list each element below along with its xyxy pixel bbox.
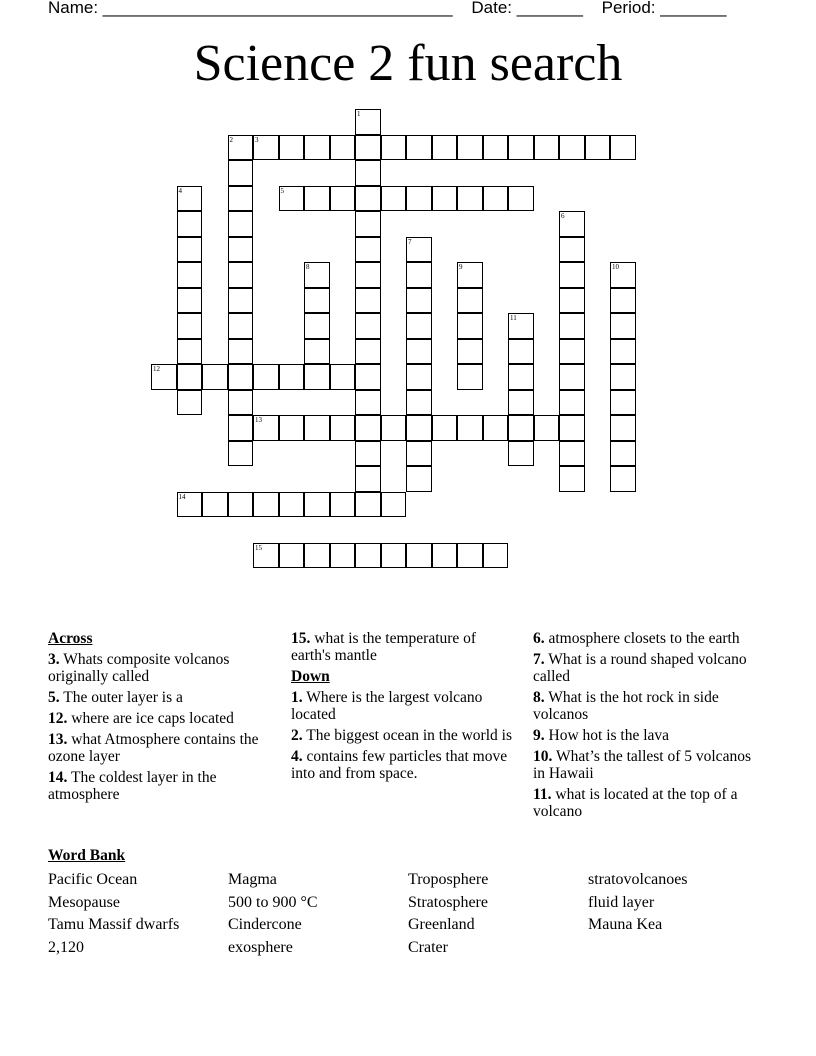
crossword-cell[interactable] bbox=[304, 364, 330, 390]
clue-number: 8 bbox=[306, 263, 310, 271]
crossword-cell[interactable] bbox=[228, 441, 254, 467]
clue-number-label: 8. bbox=[533, 689, 545, 706]
crossword-cell[interactable] bbox=[457, 364, 483, 390]
clue-item bbox=[533, 786, 759, 820]
crossword-cell[interactable] bbox=[457, 186, 483, 212]
word-bank-item: Magma bbox=[228, 871, 277, 888]
clue-number: 7 bbox=[408, 237, 412, 246]
crossword-cell[interactable] bbox=[508, 390, 534, 416]
crossword-cell[interactable] bbox=[406, 466, 432, 492]
clue-text: atmosphere closets to the earth bbox=[548, 630, 740, 647]
crossword-cell[interactable] bbox=[406, 135, 432, 161]
crossword-cell[interactable] bbox=[228, 339, 254, 365]
crossword-cell[interactable] bbox=[610, 415, 636, 441]
word-bank-item: Greenland bbox=[408, 916, 475, 934]
crossword-cell[interactable] bbox=[406, 288, 432, 314]
crossword-cell[interactable] bbox=[559, 441, 585, 467]
crossword-cell[interactable] bbox=[177, 364, 203, 390]
clue-item bbox=[533, 689, 759, 723]
crossword-cell[interactable] bbox=[228, 364, 254, 390]
name-field[interactable]: Name: _____________________________________ bbox=[48, 0, 453, 17]
crossword-cell[interactable] bbox=[508, 441, 534, 467]
word-bank-item: Stratosphere bbox=[408, 893, 488, 911]
clues-column-3 bbox=[533, 630, 759, 824]
clue-number: 5 bbox=[280, 186, 284, 195]
crossword-cell[interactable] bbox=[508, 135, 534, 161]
crossword-cell[interactable] bbox=[202, 364, 228, 390]
crossword-cell[interactable] bbox=[228, 313, 254, 339]
crossword-cell[interactable] bbox=[355, 339, 381, 365]
clue-item bbox=[533, 630, 759, 647]
crossword-cell[interactable] bbox=[279, 543, 305, 569]
crossword-cell[interactable] bbox=[279, 135, 305, 161]
clue-item bbox=[48, 731, 274, 765]
crossword-cell[interactable] bbox=[406, 390, 432, 416]
crossword-cell[interactable] bbox=[355, 466, 381, 492]
clue-text: The coldest layer in the atmosphere bbox=[48, 769, 217, 803]
page-title: Science 2 fun search bbox=[193, 35, 623, 92]
crossword-cell[interactable] bbox=[610, 364, 636, 390]
crossword-cell[interactable] bbox=[253, 492, 279, 518]
crossword-cell[interactable] bbox=[355, 262, 381, 288]
clue-text: what Atmosphere contains the ozone layer bbox=[48, 731, 259, 765]
clue-number-label: 14. bbox=[48, 769, 68, 786]
crossword-cell[interactable] bbox=[330, 415, 356, 441]
clue-number: 4 bbox=[178, 186, 182, 195]
clue-text: where are ice caps located bbox=[71, 710, 234, 727]
crossword-cell[interactable] bbox=[432, 543, 458, 569]
clue-item bbox=[291, 748, 517, 782]
crossword-cell[interactable] bbox=[457, 288, 483, 314]
crossword-cell[interactable] bbox=[304, 543, 330, 569]
clue-number-label: 12. bbox=[48, 710, 68, 727]
word-bank-item: Tamu Massif dwarfs bbox=[48, 916, 180, 934]
crossword-cell[interactable] bbox=[228, 415, 254, 441]
crossword-cell[interactable] bbox=[177, 262, 203, 288]
crossword-cell[interactable] bbox=[228, 186, 254, 212]
crossword-cell[interactable] bbox=[610, 441, 636, 467]
clue-number-label: 10. bbox=[533, 748, 553, 765]
crossword-cell[interactable] bbox=[177, 211, 203, 237]
crossword-cell[interactable] bbox=[330, 186, 356, 212]
clue-item bbox=[48, 769, 274, 803]
crossword-cell[interactable] bbox=[355, 186, 381, 212]
crossword-cell[interactable] bbox=[304, 186, 330, 212]
crossword-cell[interactable] bbox=[228, 160, 254, 186]
clue-item bbox=[291, 630, 517, 664]
crossword-cell[interactable] bbox=[253, 415, 279, 441]
crossword-cell[interactable] bbox=[304, 262, 330, 288]
crossword-cell[interactable] bbox=[304, 492, 330, 518]
crossword-cell[interactable] bbox=[279, 492, 305, 518]
crossword-cell[interactable] bbox=[559, 262, 585, 288]
crossword-cell[interactable] bbox=[355, 135, 381, 161]
word-bank-column bbox=[408, 869, 588, 959]
clue-text: what is the temperature of earth's mantle bbox=[291, 630, 477, 664]
crossword-cell[interactable] bbox=[559, 135, 585, 161]
crossword-cell[interactable] bbox=[151, 364, 177, 390]
crossword-cell[interactable] bbox=[610, 339, 636, 365]
crossword-cell[interactable] bbox=[304, 339, 330, 365]
crossword-cell[interactable] bbox=[432, 415, 458, 441]
word-bank-title: Word Bank bbox=[48, 847, 126, 864]
crossword-cell[interactable] bbox=[177, 237, 203, 263]
clue-number: 6 bbox=[561, 212, 565, 220]
clue-text: What’s the tallest of 5 volcanos in Hawaii bbox=[533, 748, 751, 782]
crossword-cell[interactable] bbox=[610, 390, 636, 416]
crossword-cell[interactable] bbox=[406, 543, 432, 569]
crossword-cell[interactable] bbox=[355, 441, 381, 467]
crossword-cell[interactable] bbox=[432, 135, 458, 161]
crossword-cell[interactable] bbox=[406, 313, 432, 339]
clue-number-label: 13. bbox=[48, 731, 68, 748]
crossword-cell[interactable] bbox=[177, 492, 203, 518]
crossword-cell[interactable] bbox=[253, 135, 279, 161]
crossword-cell[interactable] bbox=[253, 543, 279, 569]
clue-number-label: 5. bbox=[48, 689, 60, 706]
clues-column-1 bbox=[48, 630, 274, 807]
crossword-cell[interactable] bbox=[559, 339, 585, 365]
word-bank-item: Crater bbox=[408, 938, 448, 956]
clue-text: What is the hot rock in side volcanos bbox=[533, 689, 719, 723]
crossword-cell[interactable] bbox=[228, 288, 254, 314]
across-heading: Across bbox=[48, 630, 93, 647]
crossword-cell[interactable] bbox=[177, 390, 203, 416]
clue-number: 2 bbox=[229, 135, 233, 144]
crossword-cell[interactable] bbox=[228, 390, 254, 416]
crossword-cell[interactable] bbox=[177, 313, 203, 339]
crossword-cell[interactable] bbox=[381, 135, 407, 161]
crossword-cell[interactable] bbox=[355, 211, 381, 237]
crossword-cell[interactable] bbox=[483, 186, 509, 212]
word-bank-column bbox=[48, 869, 228, 959]
crossword-cell[interactable] bbox=[202, 492, 228, 518]
crossword-cell[interactable] bbox=[330, 492, 356, 518]
crossword-cell[interactable] bbox=[279, 186, 305, 212]
clue-text: Where is the largest volcano located bbox=[291, 689, 483, 723]
crossword-cell[interactable] bbox=[457, 339, 483, 365]
clue-number-label: 2. bbox=[291, 727, 303, 744]
crossword-cell[interactable] bbox=[559, 415, 585, 441]
clue-number-label: 15. bbox=[291, 630, 311, 647]
crossword-cell[interactable] bbox=[228, 135, 254, 161]
crossword-cell[interactable] bbox=[355, 237, 381, 263]
clue-item bbox=[48, 651, 274, 685]
crossword-cell[interactable] bbox=[559, 364, 585, 390]
crossword-cell[interactable] bbox=[610, 313, 636, 339]
crossword-cell[interactable] bbox=[483, 543, 509, 569]
crossword-cell[interactable] bbox=[406, 364, 432, 390]
crossword-cell[interactable] bbox=[304, 415, 330, 441]
clue-item bbox=[48, 710, 274, 727]
clue-text: contains few particles that move into and from space. bbox=[291, 748, 508, 782]
crossword-cell[interactable] bbox=[559, 390, 585, 416]
crossword-cell[interactable] bbox=[228, 262, 254, 288]
crossword-cell[interactable] bbox=[610, 262, 636, 288]
down-heading: Down bbox=[291, 668, 330, 685]
word-bank-item: Troposphere bbox=[408, 871, 489, 888]
period-field[interactable]: Period: _______ bbox=[601, 0, 727, 17]
clue-number: 1 bbox=[357, 110, 361, 118]
crossword-cell[interactable] bbox=[355, 390, 381, 416]
clue-number-label: 4. bbox=[291, 748, 303, 765]
crossword-cell[interactable] bbox=[406, 262, 432, 288]
crossword-cell[interactable] bbox=[559, 288, 585, 314]
crossword-cell[interactable] bbox=[483, 415, 509, 441]
clue-item bbox=[533, 651, 759, 685]
crossword-cell[interactable] bbox=[381, 186, 407, 212]
crossword-cell[interactable] bbox=[406, 186, 432, 212]
crossword-cell[interactable] bbox=[559, 313, 585, 339]
clue-number: 13 bbox=[255, 416, 262, 424]
crossword-cell[interactable] bbox=[610, 288, 636, 314]
crossword-cell[interactable] bbox=[559, 466, 585, 492]
crossword-cell[interactable] bbox=[457, 415, 483, 441]
crossword-cell[interactable] bbox=[406, 237, 432, 263]
crossword-cell[interactable] bbox=[406, 339, 432, 365]
word-bank-item: Mesopause bbox=[48, 893, 120, 911]
word-bank-item: Cindercone bbox=[228, 916, 302, 934]
crossword-cell[interactable] bbox=[355, 160, 381, 186]
clue-number: 14 bbox=[178, 492, 186, 501]
crossword-cell[interactable] bbox=[508, 186, 534, 212]
crossword-cell[interactable] bbox=[381, 543, 407, 569]
crossword-cell[interactable] bbox=[457, 135, 483, 161]
crossword-cell[interactable] bbox=[330, 135, 356, 161]
crossword-cell[interactable] bbox=[610, 466, 636, 492]
crossword-cell[interactable] bbox=[355, 543, 381, 569]
crossword-cell[interactable] bbox=[304, 135, 330, 161]
crossword-cell[interactable] bbox=[381, 415, 407, 441]
clue-item bbox=[48, 689, 274, 706]
crossword-cell[interactable] bbox=[406, 415, 432, 441]
clue-item bbox=[291, 689, 517, 723]
word-bank-item: exosphere bbox=[228, 938, 293, 956]
crossword-cell[interactable] bbox=[508, 339, 534, 365]
crossword-cell[interactable] bbox=[508, 364, 534, 390]
clue-number: 12 bbox=[153, 365, 160, 373]
clue-number-label: 9. bbox=[533, 727, 545, 744]
clue-number-label: 6. bbox=[533, 630, 545, 647]
clue-text: The outer layer is a bbox=[63, 689, 183, 706]
crossword-cell[interactable] bbox=[406, 441, 432, 467]
crossword-cell[interactable] bbox=[304, 288, 330, 314]
crossword-cell[interactable] bbox=[330, 543, 356, 569]
crossword-cell[interactable] bbox=[279, 364, 305, 390]
crossword-cell[interactable] bbox=[381, 492, 407, 518]
clue-number: 11 bbox=[510, 314, 517, 322]
crossword-cell[interactable] bbox=[253, 364, 279, 390]
crossword-cell[interactable] bbox=[228, 492, 254, 518]
crossword-cell[interactable] bbox=[457, 313, 483, 339]
crossword-cell[interactable] bbox=[559, 237, 585, 263]
crossword-cell[interactable] bbox=[228, 211, 254, 237]
clue-text: Whats composite volcanos originally called bbox=[48, 651, 230, 685]
crossword-cell[interactable] bbox=[177, 339, 203, 365]
crossword-cell[interactable] bbox=[228, 237, 254, 263]
word-bank-item: Mauna Kea bbox=[588, 916, 663, 934]
clue-item bbox=[533, 748, 759, 782]
word-bank-item: 500 to 900 °C bbox=[228, 893, 318, 911]
clue-number: 10 bbox=[612, 263, 619, 271]
crossword-cell[interactable] bbox=[432, 186, 458, 212]
clue-number-label: 7. bbox=[533, 651, 545, 668]
crossword-cell[interactable] bbox=[457, 543, 483, 569]
crossword-cell[interactable] bbox=[355, 492, 381, 518]
crossword-cell[interactable] bbox=[534, 135, 560, 161]
clue-number-label: 3. bbox=[48, 651, 60, 668]
clue-text: what is located at the top of a volcano bbox=[533, 786, 738, 820]
crossword-cell[interactable] bbox=[177, 186, 203, 212]
crossword-cell[interactable] bbox=[355, 288, 381, 314]
clue-number: 15 bbox=[255, 543, 262, 552]
clue-number: 9 bbox=[459, 263, 463, 271]
clue-number-label: 11. bbox=[533, 786, 552, 803]
crossword-cell[interactable] bbox=[457, 262, 483, 288]
crossword-cell[interactable] bbox=[534, 415, 560, 441]
word-bank-column bbox=[588, 869, 768, 937]
word-bank-item: 2,120 bbox=[48, 938, 84, 956]
crossword-cell[interactable] bbox=[508, 415, 534, 441]
crossword-cell[interactable] bbox=[483, 135, 509, 161]
crossword-cell[interactable] bbox=[610, 135, 636, 161]
crossword-cell[interactable] bbox=[304, 313, 330, 339]
clue-item bbox=[533, 727, 759, 744]
crossword-cell[interactable] bbox=[330, 364, 356, 390]
crossword-cell[interactable] bbox=[559, 211, 585, 237]
crossword-cell[interactable] bbox=[177, 288, 203, 314]
crossword-cell[interactable] bbox=[355, 415, 381, 441]
clue-text: How hot is the lava bbox=[548, 727, 670, 744]
crossword-cell[interactable] bbox=[508, 313, 534, 339]
crossword-cell[interactable] bbox=[355, 109, 381, 135]
crossword-cell[interactable] bbox=[279, 415, 305, 441]
crossword-cell[interactable] bbox=[355, 313, 381, 339]
word-bank-column bbox=[228, 869, 408, 959]
word-bank-item: fluid layer bbox=[588, 893, 655, 911]
clue-item bbox=[291, 727, 517, 744]
word-bank-item: stratovolcanoes bbox=[588, 871, 688, 888]
crossword-cell[interactable] bbox=[355, 364, 381, 390]
clues-column-2 bbox=[291, 630, 517, 786]
date-field[interactable]: Date: _______ bbox=[471, 0, 583, 17]
word-bank-item: Pacific Ocean bbox=[48, 871, 138, 888]
clue-text: What is a round shaped volcano called bbox=[533, 651, 747, 685]
clue-number-label: 1. bbox=[291, 689, 303, 706]
clue-text: The biggest ocean in the world is bbox=[306, 727, 512, 744]
clue-number: 3 bbox=[255, 135, 259, 144]
crossword-cell[interactable] bbox=[585, 135, 611, 161]
